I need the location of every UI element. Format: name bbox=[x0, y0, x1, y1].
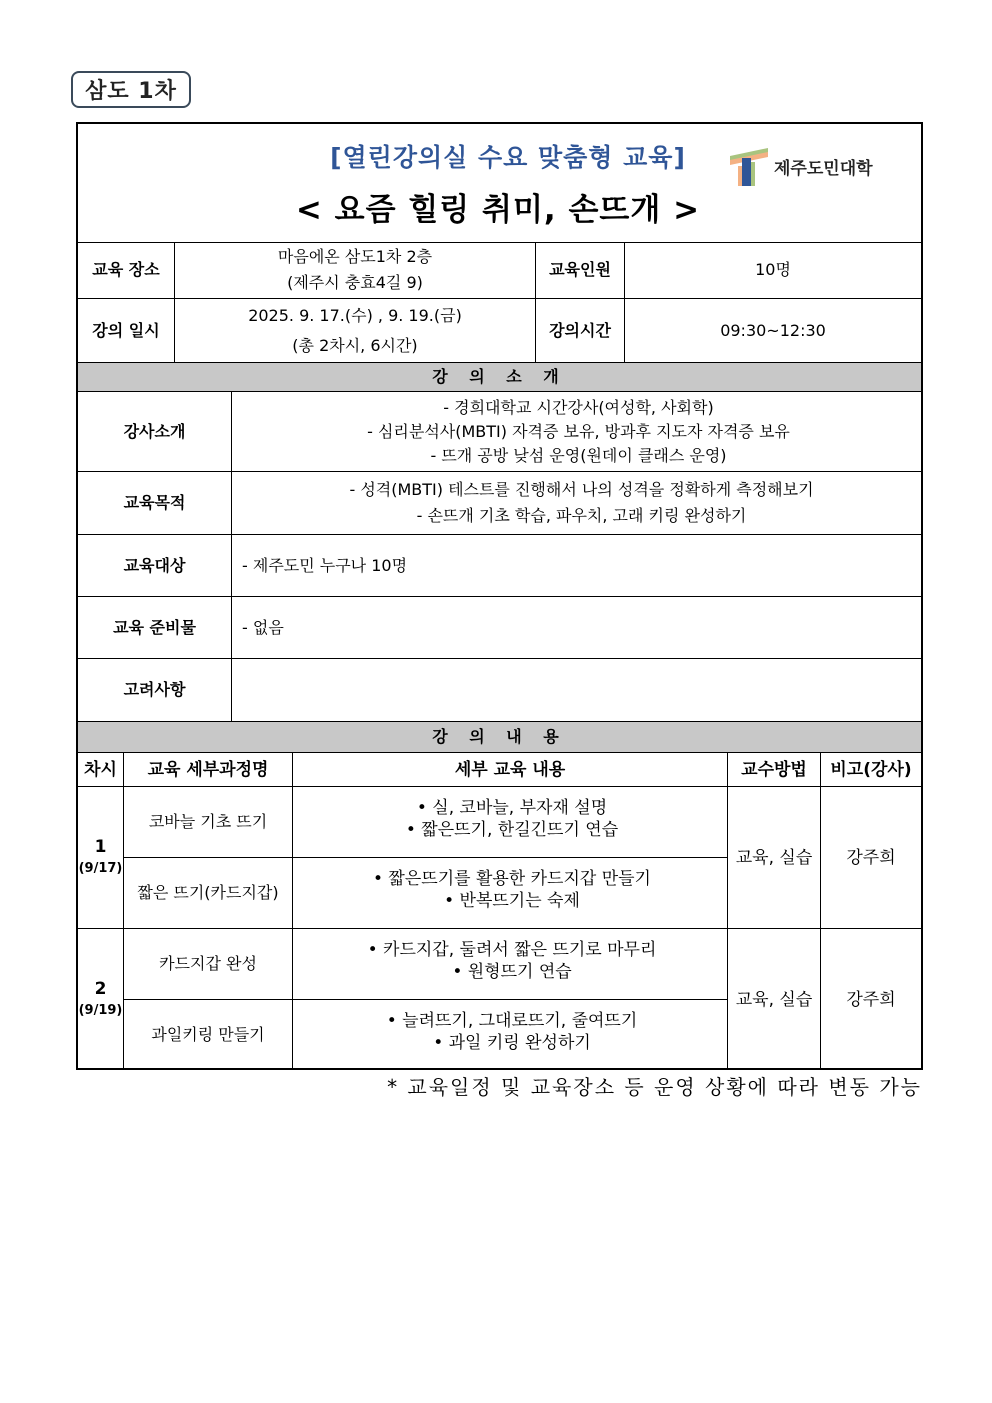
session-2-teacher: 강주희 bbox=[846, 989, 896, 1010]
place-value bbox=[175, 242, 536, 299]
col-course-name: 교육 세부과정명 bbox=[124, 753, 293, 787]
university-logo bbox=[728, 146, 918, 188]
session-2-number bbox=[78, 929, 124, 1070]
instructor-details bbox=[232, 392, 921, 472]
logo-mark-icon bbox=[728, 146, 774, 188]
intro-band: 강 의 소 개 bbox=[78, 363, 921, 392]
purpose-label: 교육목적 bbox=[78, 472, 232, 535]
col-session: 차시 bbox=[78, 753, 124, 787]
instructor-line-2: - 심리분석사(MBTI) 자격증 보유, 방과후 지도자 자격증 보유 bbox=[367, 422, 790, 441]
session-2-item-1-details bbox=[293, 929, 728, 1000]
session-1-item-1-line-1: • 실, 코바늘, 부자재 설명 bbox=[416, 798, 608, 818]
session-1-item-1-line-2: • 짧은뜨기, 한길긴뜨기 연습 bbox=[405, 820, 619, 840]
date-line-2: (총 2차시, 6시간) bbox=[292, 335, 418, 355]
col-method: 교수방법 bbox=[728, 753, 821, 787]
session-2-item-1-line-2: • 원형뜨기 연습 bbox=[452, 962, 572, 982]
people-value: 10명 bbox=[625, 242, 921, 299]
col-note: 비고(강사) bbox=[821, 753, 921, 787]
session-2-item-2-details bbox=[293, 1000, 728, 1070]
session-2-item-1-line-1: • 카드지갑, 둘려서 짧은 뜨기로 마무리 bbox=[367, 940, 657, 960]
instructor-line-3: - 뜨개 공방 낮섬 운영(원데이 클래스 운영) bbox=[430, 446, 727, 465]
time-value: 09:30~12:30 bbox=[625, 299, 921, 363]
target-value: - 제주도민 누구나 10명 bbox=[232, 535, 921, 597]
supplies-value: - 없음 bbox=[232, 597, 921, 659]
session-2-date: (9/19) bbox=[78, 1002, 123, 1018]
session-1-number bbox=[78, 787, 124, 929]
session-1-teacher: 강주희 bbox=[821, 787, 921, 929]
place-line-2: (제주시 충효4길 9) bbox=[287, 273, 423, 292]
place-label: 교육 장소 bbox=[78, 242, 175, 299]
schedule-note: * 교육일정 및 교육장소 등 운영 상황에 따라 변동 가능 bbox=[387, 1075, 922, 1099]
course-title: < 요즘 힐링 취미, 손뜨개 > bbox=[295, 192, 701, 228]
session-tag: 삼도 1차 bbox=[71, 71, 191, 108]
session-1-item-2-line-1: • 짧은뜨기를 활용한 카드지갑 만들기 bbox=[373, 869, 651, 889]
considerations-value bbox=[232, 659, 921, 722]
subtitle: [열린강의실 수요 맞춤형 교육] bbox=[330, 143, 686, 172]
session-1-no: 1 bbox=[94, 836, 107, 857]
session-1-date: (9/17) bbox=[78, 860, 123, 876]
place-line-1: 마음에온 삼도1차 2층 bbox=[277, 247, 433, 266]
instructor-line-1: - 경희대학교 시간강사(여성학, 사회학) bbox=[443, 398, 714, 417]
session-1-item-2-line-2: • 반복뜨기는 숙제 bbox=[444, 891, 580, 911]
sheet-header bbox=[78, 124, 921, 243]
session-1-item-1-details bbox=[293, 787, 728, 858]
content-band: 강 의 내 용 bbox=[78, 722, 921, 753]
purpose-line-1: - 성격(MBTI) 테스트를 진행해서 나의 성격을 정확하게 측정해보기 bbox=[349, 480, 814, 499]
session-1-item-2-details bbox=[293, 858, 728, 929]
col-details: 세부 교육 내용 bbox=[293, 753, 728, 787]
course-sheet bbox=[76, 122, 923, 1070]
purpose-line-2: - 손뜨개 기초 학습, 파우치, 고래 키링 완성하기 bbox=[416, 506, 747, 525]
session-2-item-1-name: 카드지갑 완성 bbox=[124, 929, 293, 1000]
date-value bbox=[175, 299, 536, 363]
target-label: 교육대상 bbox=[78, 535, 232, 597]
session-2-item-2-line-2: • 과일 키링 완성하기 bbox=[433, 1033, 591, 1053]
session-2-no: 2 bbox=[94, 978, 107, 999]
date-line-1: 2025. 9. 17.(수) , 9. 19.(금) bbox=[248, 305, 462, 325]
time-label: 강의시간 bbox=[536, 299, 625, 363]
considerations-label: 고려사항 bbox=[78, 659, 232, 722]
session-1-method: 교육, 실습 bbox=[728, 787, 821, 929]
session-2-item-2-line-1: • 늘려뜨기, 그대로뜨기, 줄여뜨기 bbox=[386, 1011, 638, 1031]
date-label: 강의 일시 bbox=[78, 299, 175, 363]
supplies-label: 교육 준비물 bbox=[78, 597, 232, 659]
session-1-item-2-name: 짧은 뜨기(카드지갑) bbox=[124, 858, 293, 929]
session-2-item-2-name: 과일키링 만들기 bbox=[124, 1000, 293, 1070]
instructor-label: 강사소개 bbox=[78, 392, 232, 472]
people-label: 교육인원 bbox=[536, 242, 625, 299]
session-1-item-1-name: 코바늘 기초 뜨기 bbox=[124, 787, 293, 858]
session-2-method: 교육, 실습 bbox=[728, 929, 821, 1070]
logo-text: 제주도민대학 bbox=[774, 159, 873, 179]
purpose-details bbox=[232, 472, 921, 535]
